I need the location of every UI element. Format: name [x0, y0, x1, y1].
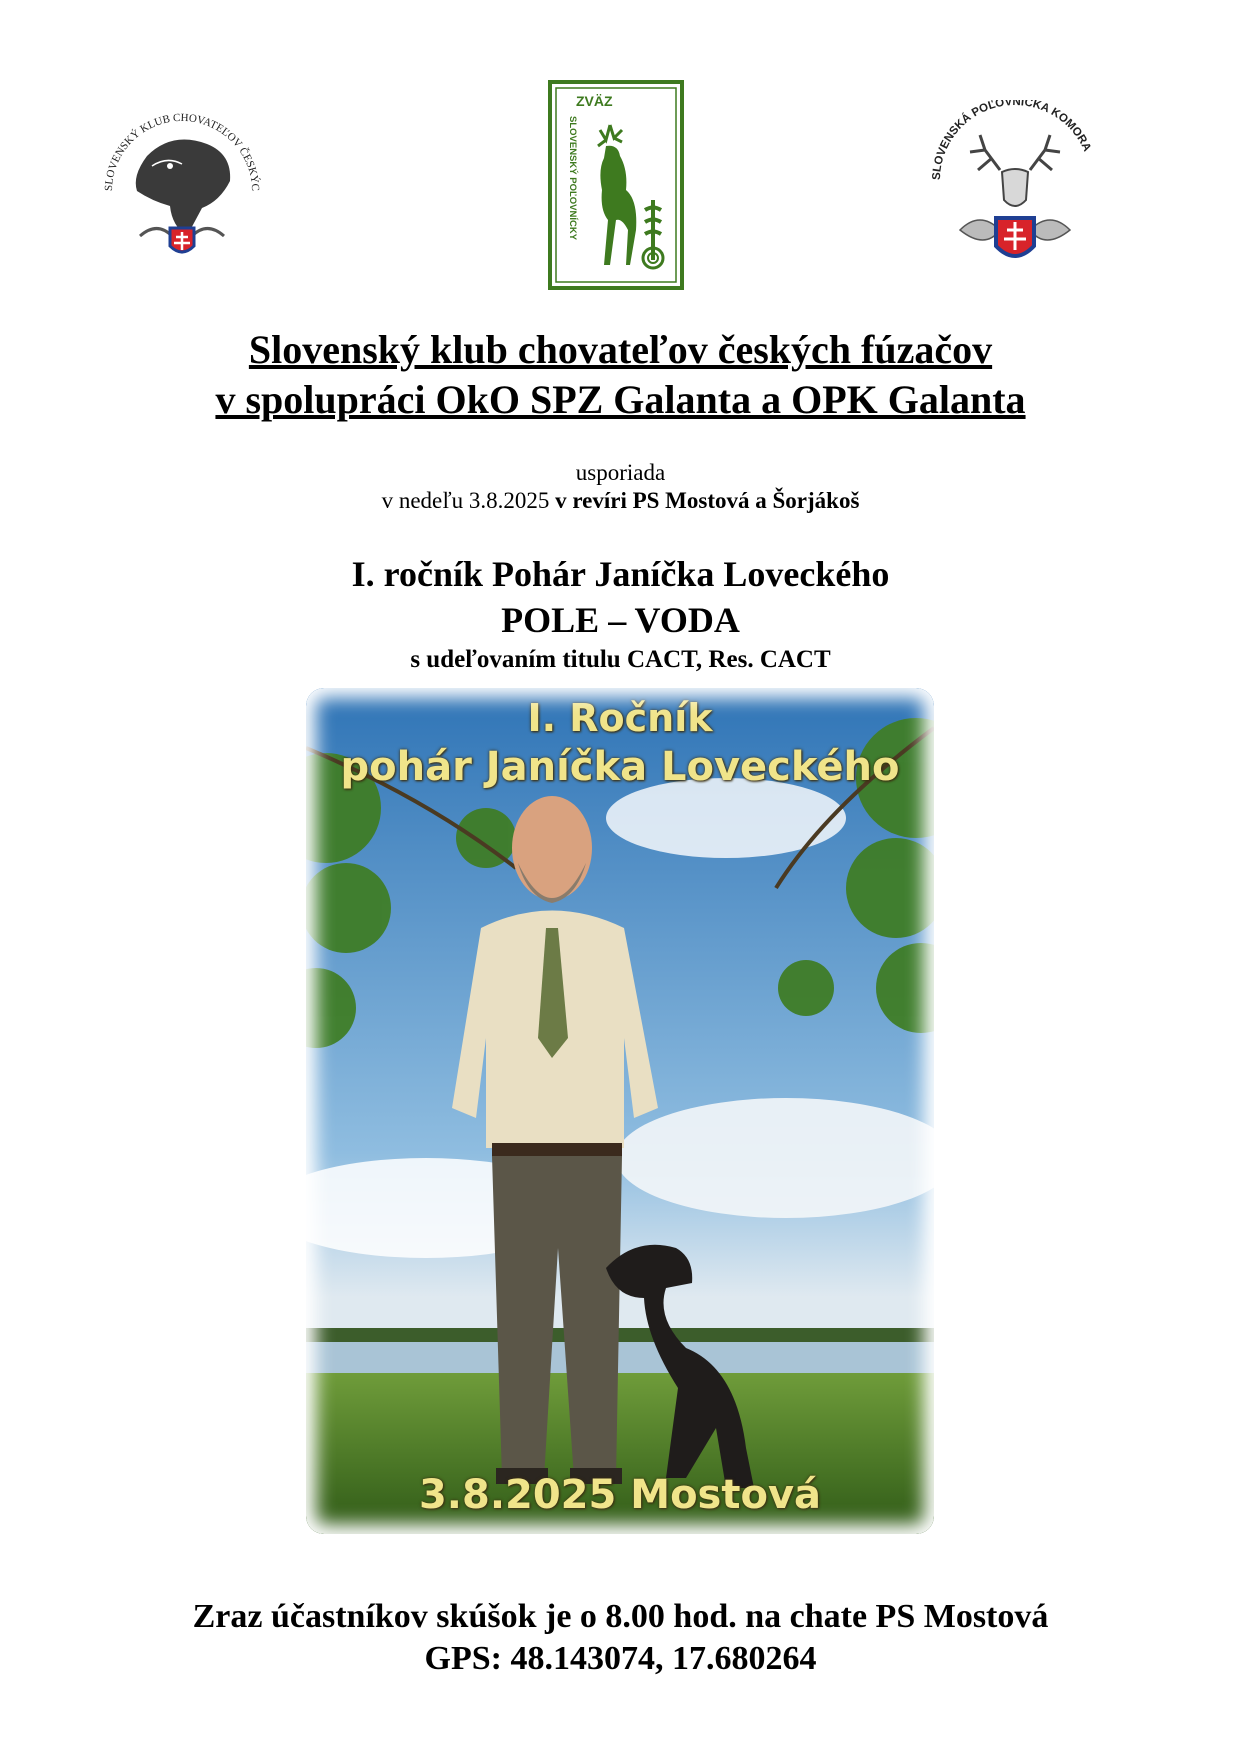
club-logo: [92, 96, 272, 276]
intro-line-1: usporiada: [575, 460, 666, 485]
poster-photo: [306, 688, 934, 1534]
event-subtitle: s udeľovaním titulu CACT, Res. CACT: [410, 646, 831, 673]
intro-date: v nedeľu 3.8.2025: [381, 488, 556, 513]
page-title-line-1: Slovenský klub chovateľov českých fúzačov: [248, 327, 993, 372]
deer-emblem-icon: [548, 80, 684, 290]
hunting-union-logo: [548, 80, 684, 290]
intro-line-2: [0, 487, 1241, 515]
page-title-line-2: v spolupráci OkO SPZ Galanta a OPK Galanta: [215, 377, 1026, 422]
hunting-chamber-logo: [930, 100, 1100, 290]
union-logo-title: ZVÄZ: [576, 93, 613, 109]
chamber-logo-text: SLOVENSKÁ POĽOVNÍCKA KOMORA: [930, 100, 1093, 181]
club-logo-text: SLOVENSKÝ KLUB CHOVATEĽOV ČESKÝC: [102, 111, 262, 192]
event-name: I. ročník Pohár Janíčka Loveckého: [351, 554, 890, 594]
poster-illustration: [306, 688, 934, 1534]
gps-coordinates: GPS: 48.143074, 17.680264: [424, 1640, 817, 1677]
intro-location: v revíri PS Mostová a Šorjákoš: [555, 488, 860, 513]
dog-head-emblem-icon: [92, 96, 272, 276]
union-logo-side-text: SLOVENSKÝ POĽOVNÍCKY: [567, 116, 578, 241]
event-type: POLE – VODA: [501, 600, 740, 640]
poster-caption-title: pohár Janíčka Loveckého: [340, 744, 900, 790]
deer-crest-emblem-icon: [930, 100, 1100, 290]
poster-caption-edition: I. Ročník: [527, 696, 713, 740]
poster-caption-date: 3.8.2025 Mostová: [418, 1472, 822, 1518]
meeting-info: Zraz účastníkov skúšok je o 8.00 hod. na chate PS Mostová: [192, 1598, 1049, 1635]
